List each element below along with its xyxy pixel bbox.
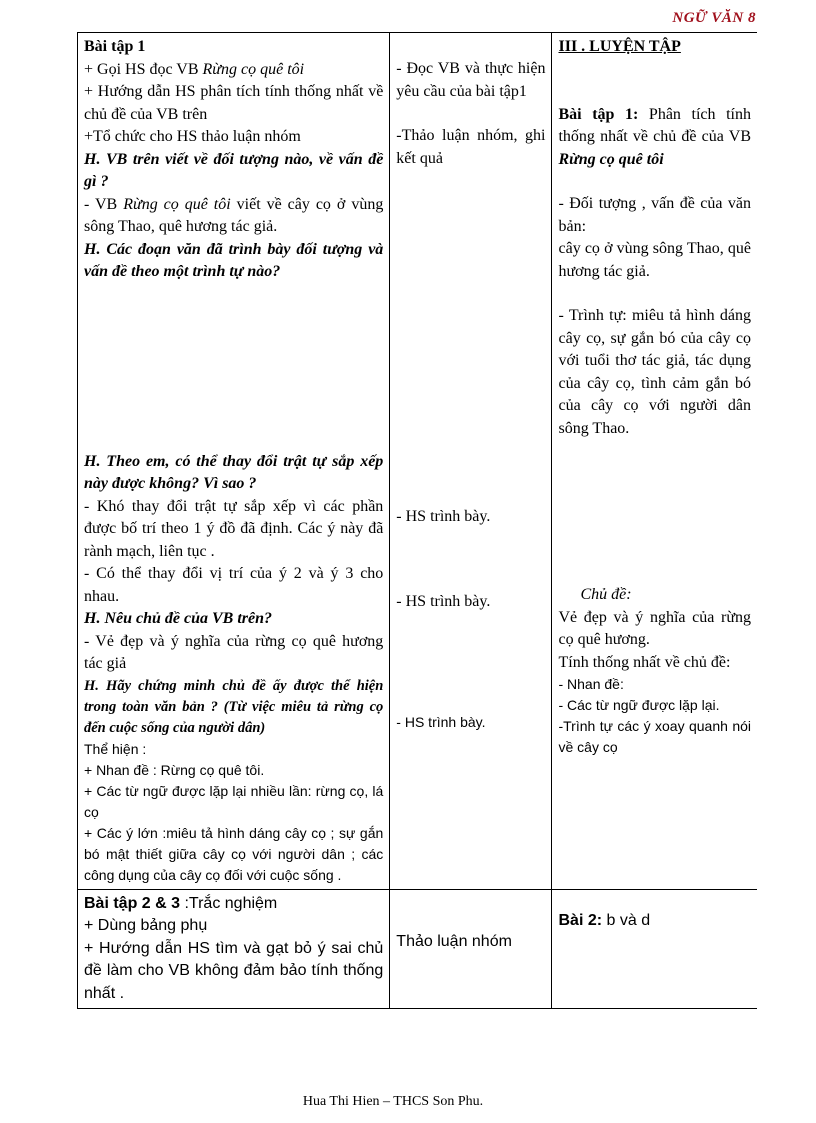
exercise23-heading xyxy=(84,893,383,916)
text-line xyxy=(558,910,751,933)
text-title: Rừng cọ quê tôi xyxy=(123,195,231,213)
text-span: :Trắc nghiệm xyxy=(180,894,278,912)
teacher-activity-cell xyxy=(78,33,390,890)
text-line: Vẻ đẹp và ý nghĩa của rừng cọ quê hương. xyxy=(558,608,751,648)
text-label: Bài 2: xyxy=(558,911,603,929)
text-span: viết về cây cọ ở vùng sông Thao, quê hương tác giả. xyxy=(84,195,384,235)
answer: - Có thể thay đổi vị trí của ý 2 và ý 3 cho nhau. xyxy=(84,565,384,605)
text-line: - Các từ ngữ được lặp lại. xyxy=(558,697,720,713)
text-line: -Thảo luận nhóm, ghi kết quả xyxy=(396,127,546,167)
text-line: -Trình tự các ý xoay quanh nói về cây cọ xyxy=(558,718,751,755)
content-cell xyxy=(552,889,757,1009)
question: H. Nêu chủ đề của VB trên? xyxy=(84,610,273,627)
text-line: - Trình tự: miêu tả hình dáng cây cọ, sự gắn bó của cây cọ với tuổi thơ tác giả, tác dụng của cây cọ, tình cảm gắn bó của cây cọ với người dân sông Thao. xyxy=(558,307,751,437)
question: H. Các đoạn văn đã trình bày đối tượng và vấn đề theo một trình tự nào? xyxy=(84,240,384,280)
footer: Hua Thi Hien – THCS Son Phu. xyxy=(302,1094,484,1109)
section-heading: III . LUYỆN TẬP xyxy=(558,38,681,55)
answer: + Các ý lớn :miêu tả hình dáng cây cọ ; sự gắn bó mật thiết giữa cây cọ với người dân ; các công dụng của cây cọ đối với cuộc sống . xyxy=(84,824,384,883)
text-label: Bài tập 2 & 3 xyxy=(84,894,181,912)
answer: Thể hiện : xyxy=(84,740,147,757)
text-line: - HS trình bày. xyxy=(396,508,491,525)
question: H. Hãy chứng minh chủ đề ấy được thể hiện trong toàn văn bản ? (Từ việc miêu tả rừng cọ đến cuộc sống của người dân) xyxy=(84,677,384,736)
text-line: + Dùng bảng phụ xyxy=(84,917,208,934)
answer: - Khó thay đổi trật tự sắp xếp vì các phần được bố trí theo 1 ý đồ đã định. Các ý này đã rành mạch, liên tục . xyxy=(84,497,384,560)
answer xyxy=(84,194,383,239)
theme-label: Chủ đề: xyxy=(580,586,632,603)
text-line: Tính thống nhất về chủ đề: xyxy=(558,653,731,671)
text-span: + Gọi HS đọc VB xyxy=(84,60,203,78)
text-line: - HS trình bày. xyxy=(396,714,486,730)
text-line: Thảo luận nhóm xyxy=(396,932,512,950)
table-row xyxy=(78,33,758,890)
text-line xyxy=(84,59,383,82)
text-line: +Tổ chức cho HS thảo luận nhóm xyxy=(84,128,301,145)
content-cell xyxy=(552,33,757,890)
text-line: cây cọ ở vùng sông Thao, quê hương tác giả. xyxy=(558,240,751,280)
exercise1-heading: Bài tập 1 xyxy=(84,38,146,55)
teacher-activity-cell xyxy=(78,889,390,1009)
text-title: Rừng cọ quê tôi xyxy=(202,60,305,78)
text-span: Phân tích tính thống nhất về chủ đề của VB xyxy=(558,105,751,145)
question: H. VB trên viết về đối tượng nào, về vấn đề gì ? xyxy=(84,150,384,190)
text-line: - HS trình bày. xyxy=(396,592,491,610)
lesson-table xyxy=(77,32,757,1009)
text-title: Rừng cọ quê tôi xyxy=(558,150,664,168)
table-row xyxy=(78,889,758,1009)
question: H. Theo em, có thể thay đổi trật tự sắp xếp này được không? Vì sao ? xyxy=(84,452,384,492)
student-activity-cell xyxy=(390,33,552,890)
text-line: - Đối tượng , vấn đề của văn bản: xyxy=(558,195,751,235)
header-title: NGỮ VĂN 8 xyxy=(672,10,756,26)
text-span: b và d xyxy=(602,911,651,929)
text-line: + Hướng dẫn HS tìm và gạt bỏ ý sai chủ đề làm cho VB không đảm bảo tính thống nhất . xyxy=(84,939,384,1002)
text-span: - VB xyxy=(84,195,124,213)
student-activity-cell xyxy=(390,889,552,1009)
answer: + Các từ ngữ được lặp lại nhiều lần: rừng cọ, lá cọ xyxy=(84,782,384,820)
answer: + Nhan đề : Rừng cọ quê tôi. xyxy=(84,761,265,778)
text-line: - Đọc VB và thực hiện yêu cầu của bài tập1 xyxy=(396,60,546,100)
exercise1-desc xyxy=(558,104,751,172)
answer: - Vẻ đẹp và ý nghĩa của rừng cọ quê hương tác giả xyxy=(84,632,384,672)
text-line: + Hướng dẫn HS phân tích tính thống nhất về chủ đề của VB trên xyxy=(84,83,384,123)
text-label: Bài tập 1: xyxy=(558,105,639,123)
text-line: - Nhan đề: xyxy=(558,676,624,692)
